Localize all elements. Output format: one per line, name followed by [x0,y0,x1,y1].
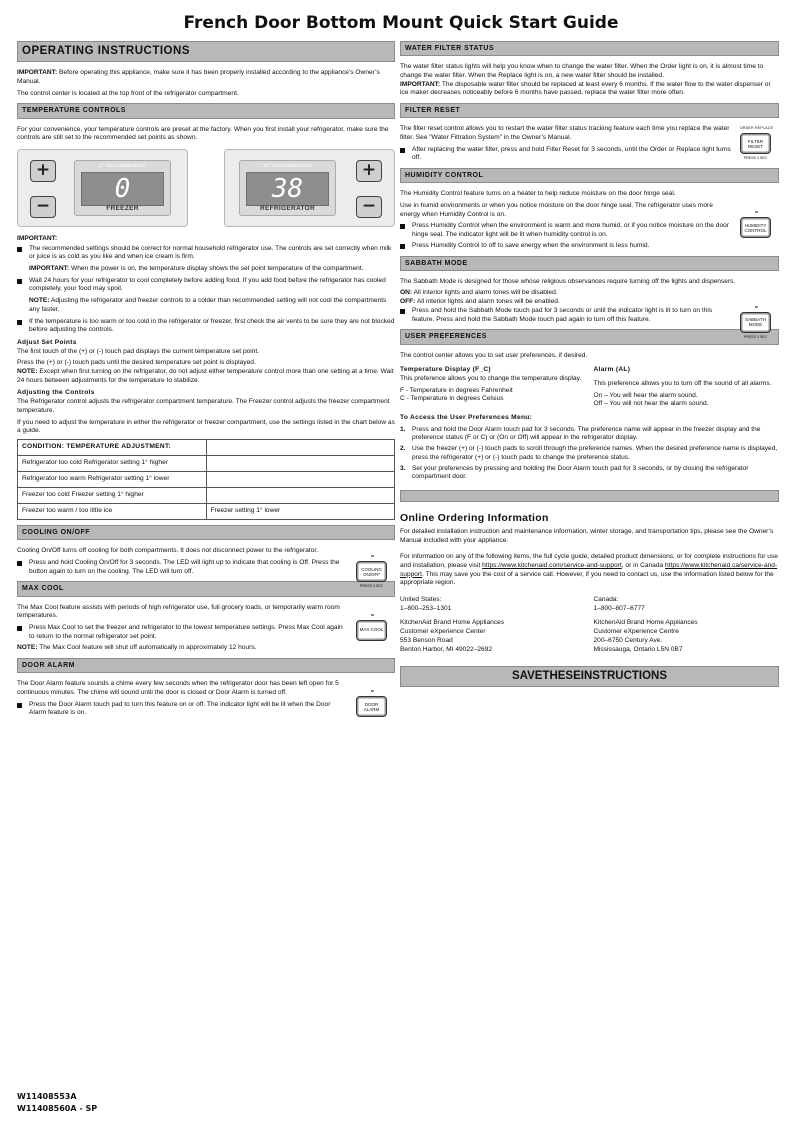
list-item: 3. Set your preferences by pressing and holding the Door Alarm touch pad for 3 seconds, or by closing the refrigerator compartment door. [400,464,749,481]
celsius-option: C - Temperature in degrees Celsius [400,395,504,403]
bullet2-note: NOTE: Adjusting the refrigerator and freezer controls to a colder than recommended setting will not cool the compartments any faster. [29,297,387,313]
canada-address-line: 200–6750 Century Ave. [593,636,663,644]
adjusting-controls-heading: Adjusting the Controls [17,389,95,397]
indicator-led [755,211,758,213]
table-row [18,503,395,519]
us-address-line: 553 Benson Road [400,636,453,644]
table-header-cell-empty [206,439,395,455]
freezer-plus-button[interactable]: + [30,160,56,182]
max-cool-button-label: MAX COOL [359,627,384,633]
alarm-off-option: Off – You will not hear the alarm sound. [593,400,709,408]
adjust-text-2: Press the (+) or (-) touch pads until the desired temperature set point is displayed. [17,359,256,367]
alarm-on-option: On – You will hear the alarm sound. [593,391,698,399]
right-column [400,41,779,687]
table-cell: Freezer too warm / too little ice [18,503,207,519]
freezer-label: FREEZER [106,205,139,213]
door-alarm-button[interactable] [356,696,387,717]
us-address-line: KitchenAid Brand Home Appliances [400,619,505,627]
table-row [18,471,395,487]
online-text-1: For detailed installation instruction and maintenance information, winter storage, and transportation tips, please see the Owner’s Manual included with your appliance. [400,527,774,544]
refrigerator-readout: 38 [246,172,329,206]
filter-reset-button-label: FILTER RESET [747,138,764,149]
list-item: Press Humidity Control when the environment is warm and more humid, or if you notice moisture on the door hinge seal. The indicator light will be lit when humidity control is on. [400,222,733,239]
empty-gray-bar [400,490,779,502]
canada-address-line: Customer eXperience Centre [593,628,679,636]
table-row [18,487,395,503]
list-item: Press and hold the Sabbath Mode touch pad for 3 seconds or until the indicator light is lit to turn on this feature. Press and hold the Sabbath Mode touch pad again to turn off this feature. [400,307,733,324]
sabbath-mode-header: SABBATH MODE [400,256,779,271]
humidity-list [400,222,733,250]
humidity-control-button[interactable] [740,217,771,238]
online-ordering-header: Online Ordering Information [400,511,549,524]
door-alarm-list [17,701,349,718]
list-item: If the temperature is too warm or too cold in the refrigerator or freezer, first check the air vents to be sure they are not blocked before adjusting the controls. [17,318,395,335]
table-cell: Refrigerator too cold Refrigerator setting 1° higher [18,455,207,471]
fahrenheit-option: F - Temperature in degrees Fahrenheit [400,386,513,394]
max-cool-list [17,624,349,641]
press-duration-label: PRESS 3 SEC [359,584,384,589]
list-item: After replacing the water filter, press and hold Filter Reset for 3 seconds, until the Order or Replace light turns off. [400,146,733,163]
filter-reset-list [400,146,733,163]
water-filter-text-2: IMPORTANT: The disposable water filter should be replaced at least every 6 months. If the water flow to the water dispenser or ice maker decreases noticeably before 6 months have passed, replace the water filter more often. [400,80,771,97]
refrigerator-label: REFRIGERATOR [260,205,315,213]
adjust-text-1: The first touch of the (+) or (-) touch pad displays the current temperature set point. [17,347,260,355]
filter-reset-text: The filter reset control allows you to restart the water filter status tracking feature each time you replace the water filter. See “Water Filtration System” in the Owner’s Manual. [400,125,730,141]
preferences-steps [400,426,779,482]
operating-instructions-header: OPERATING INSTRUCTIONS [17,41,395,62]
canada-address-line: Mississauga, Ontario L5N 0B7 [593,645,683,653]
us-heading: United States: [400,596,442,604]
document-title: French Door Bottom Mount Quick Start Guide [183,13,619,33]
part-number: W11408553A [17,1092,77,1101]
refrigerator-minus-button[interactable]: − [356,196,382,218]
user-preferences-header: USER PREFERENCES [400,329,779,344]
humidity-control-button-label: HUMIDITY CONTROL [744,222,767,233]
door-alarm-section [17,680,395,718]
table-cell [206,471,395,487]
list-item: Wait 24 hours for your refrigerator to cool completely before adding food. If you add food before the refrigerator has cooled completely, your food may spoil. [17,277,395,294]
list-item: 2. Use the freezer (+) or (-) touch pads to scroll through the preference names. When the desired preference name is displayed, press the refrigerator (+) or (-) touch pads to change the preference status. [400,445,778,461]
humidity-control-header: HUMIDITY CONTROL [400,168,779,183]
document-footer [17,1091,97,1114]
max-cool-section [17,604,395,654]
sabbath-mode-button[interactable] [740,312,771,339]
freezer-panel [17,149,188,227]
us-support-link[interactable]: https://www.kitchenaid.com/service-and-support [482,561,622,569]
canada-heading: Canada: [593,596,619,604]
sabbath-mode-button-label: SABBATH MODE [745,317,766,328]
table-header-cell: CONDITION: TEMPERATURE ADJUSTMENT: [18,439,207,455]
temperature-list-3 [17,318,395,335]
us-contact [400,596,586,654]
list-item: Press and hold Cooling On/Off for 3 seconds. The LED will light up to indicate that cooling is Off. Press the button again to turn on the cooling. The LED will turn off. [17,559,349,576]
door-alarm-header: DOOR ALARM [17,658,395,673]
max-cool-header: MAX COOL [17,581,395,596]
list-item: 1. Press and hold the Door Alarm touch pad for 3 seconds. The preference name will appear in the freezer display and the preference status (F or C) or (On or Off) will appear in the refrigerator display. [400,425,761,442]
filter-reset-header: FILTER RESET [400,103,779,118]
order-replace-labels: ORDER REPLACE [739,126,774,131]
freezer-display [74,160,171,216]
filter-reset-section [400,125,779,163]
list-item: The recommended settings should be correct for normal household refrigerator use. The controls are set correctly when milk or juice is as cold as you like and when ice cream is firm. [17,245,395,262]
refrigerator-display [239,160,336,216]
part-number-sp: W11408560A - SP [17,1103,98,1113]
temperature-controls-intro: For your convenience, your temperature controls are preset at the factory. When you first install your refrigerator, make sure the controls are still set to the recommended set points as shown. [17,125,389,142]
max-cool-button[interactable] [356,620,387,641]
canada-phone: 1–800–807–6777 [593,604,645,612]
filter-reset-button[interactable] [739,126,774,161]
cooling-onoff-button-label: COOLING ON/OFF [361,566,382,577]
temperature-display-heading: Temperature Display (F_C) [400,366,491,374]
sabbath-on: ON: All interior lights and alarm tones will be disabled. [400,289,558,297]
temperature-display-text: This preference allows you to change the temperature display. [400,374,582,382]
canada-support-link[interactable]: https://www.kitchenaid.ca/service-and-support [400,561,778,578]
sabbath-list [400,307,733,324]
alarm-pref [594,366,780,412]
freezer-minus-button[interactable]: − [30,196,56,218]
preferences-columns [400,366,779,412]
sabbath-text: The Sabbath Mode is designed for those whose religious observances require turning off the lights and dispensers. [400,277,736,285]
contact-columns [400,596,779,654]
table-cell: Freezer too cold Freezer setting 1° higher [18,487,207,503]
table-row [18,455,395,471]
adjusting-text-2: If you need to adjust the temperature in either the refrigerator or freezer compartment, use the settings listed in the chart below as a guide. [17,418,395,435]
cooling-onoff-header: COOLING ON/OFF [17,525,395,540]
us-address-line: Benton Harbor, MI 49022–2692 [400,645,493,653]
cooling-text: Cooling On/Off turns off cooling for both compartments. It does not disconnect power to the refrigerator. [17,547,319,555]
us-address-line: Customer eXperience Center [400,628,486,636]
adjust-note: NOTE: Except when first turning on the refrigerator, do not adjust either temperature control more than one setting at a time. Wait 24 hours between adjustments for the temperature to stabilize. [17,368,394,384]
us-phone: 1–800–253–1301 [400,604,452,612]
temperature-controls-header: TEMPERATURE CONTROLS [17,103,395,118]
freezer-recommended-label: 0° RECOMMENDED [99,162,146,168]
cooling-onoff-button[interactable] [356,561,387,589]
water-filter-text-1: The water filter status lights will help you know when to change the water filter. When the Order light is on, it is almost time to change the water filter. When the Replace light is on, a new water filter should be installed. [400,63,764,79]
temperature-important-list [17,245,395,262]
canada-address-line: KitchenAid Brand Home Appliances [593,619,698,627]
sabbath-off: OFF: All interior lights and alarm tones will be enabled. [400,298,560,306]
list-item: Press the Door Alarm touch pad to turn this feature on or off. The indicator light will be lit when the Door Alarm feature is on. [17,701,349,718]
table-cell [206,487,395,503]
online-text-2: For information on any of the following items, the full cycle guide, detailed product dimensions, or for complete instructions for use and installation, please visit https://www.kitchenaid.com/service-and-support, or in Canada https://www.kitchenaid.ca/service-and-support. This may save you the cost of a service call. However, if you need to contact us, use the information listed below for the appropriate region. [400,553,778,587]
indicator-led [371,690,374,692]
control-center-text: The control center is located at the top front of the refrigerator compartment. [17,89,239,97]
humidity-text-1: The Humidity Control feature turns on a heater to help reduce moisture on the door hinge seal. [400,190,676,198]
temperature-display-pref [400,366,586,412]
list-item: Press Humidity Control to off to save energy when the environment is less humid. [400,242,779,251]
control-panels [17,149,395,227]
adjusting-text-1: The Refrigerator control adjusts the refrigerator compartment temperature. The Freezer control adjusts the freezer compartment temperature. [17,398,390,414]
access-menu-heading: To Access the User Preferences Menu: [400,414,533,422]
freezer-readout: 0 [81,172,164,206]
max-cool-note: NOTE: The Max Cool feature will shut off automatically in approximately 12 hours. [17,644,257,652]
refrigerator-panel [224,149,395,227]
save-instructions-banner: SAVETHESEINSTRUCTIONS [400,666,779,687]
humidity-text-2: Use in humid environments or when you notice moisture on the door hinge seal. The refrigerator uses more energy when Humidity Control is on. [400,202,713,218]
table-cell: Refrigerator too warm Refrigerator setting 1° lower [18,471,207,487]
max-cool-text: The Max Cool feature assists with periods of high refrigerator use, full grocery loads, or temporarily warm room temperatures. [17,603,340,620]
operating-important: IMPORTANT: Before operating this appliance, make sure it has been properly installed according to the appliance’s Owner’s Manual. [17,69,380,85]
table-cell: Freezer setting 1° lower [206,503,395,519]
table-header-row [18,439,395,455]
table-cell [206,455,395,471]
temperature-adjustment-table [17,439,395,520]
door-alarm-button-label: DOOR ALARM [363,701,380,712]
press-duration-label: PRESS 3 SEC [743,334,768,339]
refrigerator-recommended-label: 38° RECOMMENDED [263,162,312,168]
indicator-led [371,614,374,616]
water-filter-status-header: WATER FILTER STATUS [400,41,779,56]
user-preferences-text: The control center allows you to set user preferences, if desired. [400,351,588,359]
door-alarm-text: The Door Alarm feature sounds a chime every few seconds when the refrigerator door has been left open for 5 continuous minutes. The chime will sound until the door is closed or Door Alarm is turned off. [17,680,339,697]
left-column [17,41,395,721]
temperature-list-2 [17,277,395,294]
bullet1-note: IMPORTANT: When the power is on, the temperature display shows the set point temperature of the compartment. [29,265,364,273]
canada-contact [594,596,780,654]
press-duration-label: PRESS 3 SEC [743,156,768,161]
indicator-led [371,555,374,557]
alarm-heading: Alarm (AL) [593,366,631,374]
cooling-list [17,559,349,576]
adjust-set-points-heading: Adjust Set Points [17,338,77,346]
humidity-section [400,190,779,250]
important-heading: IMPORTANT: [17,234,58,242]
refrigerator-plus-button[interactable]: + [356,160,382,182]
indicator-led [755,306,758,308]
list-item: Press Max Cool to set the freezer and refrigerator to the lowest temperature settings. Press Max Cool again to return to the normal refrigerator set point. [17,624,349,641]
alarm-text: This preference allows you to turn off the sound of all alarms. [593,379,772,387]
